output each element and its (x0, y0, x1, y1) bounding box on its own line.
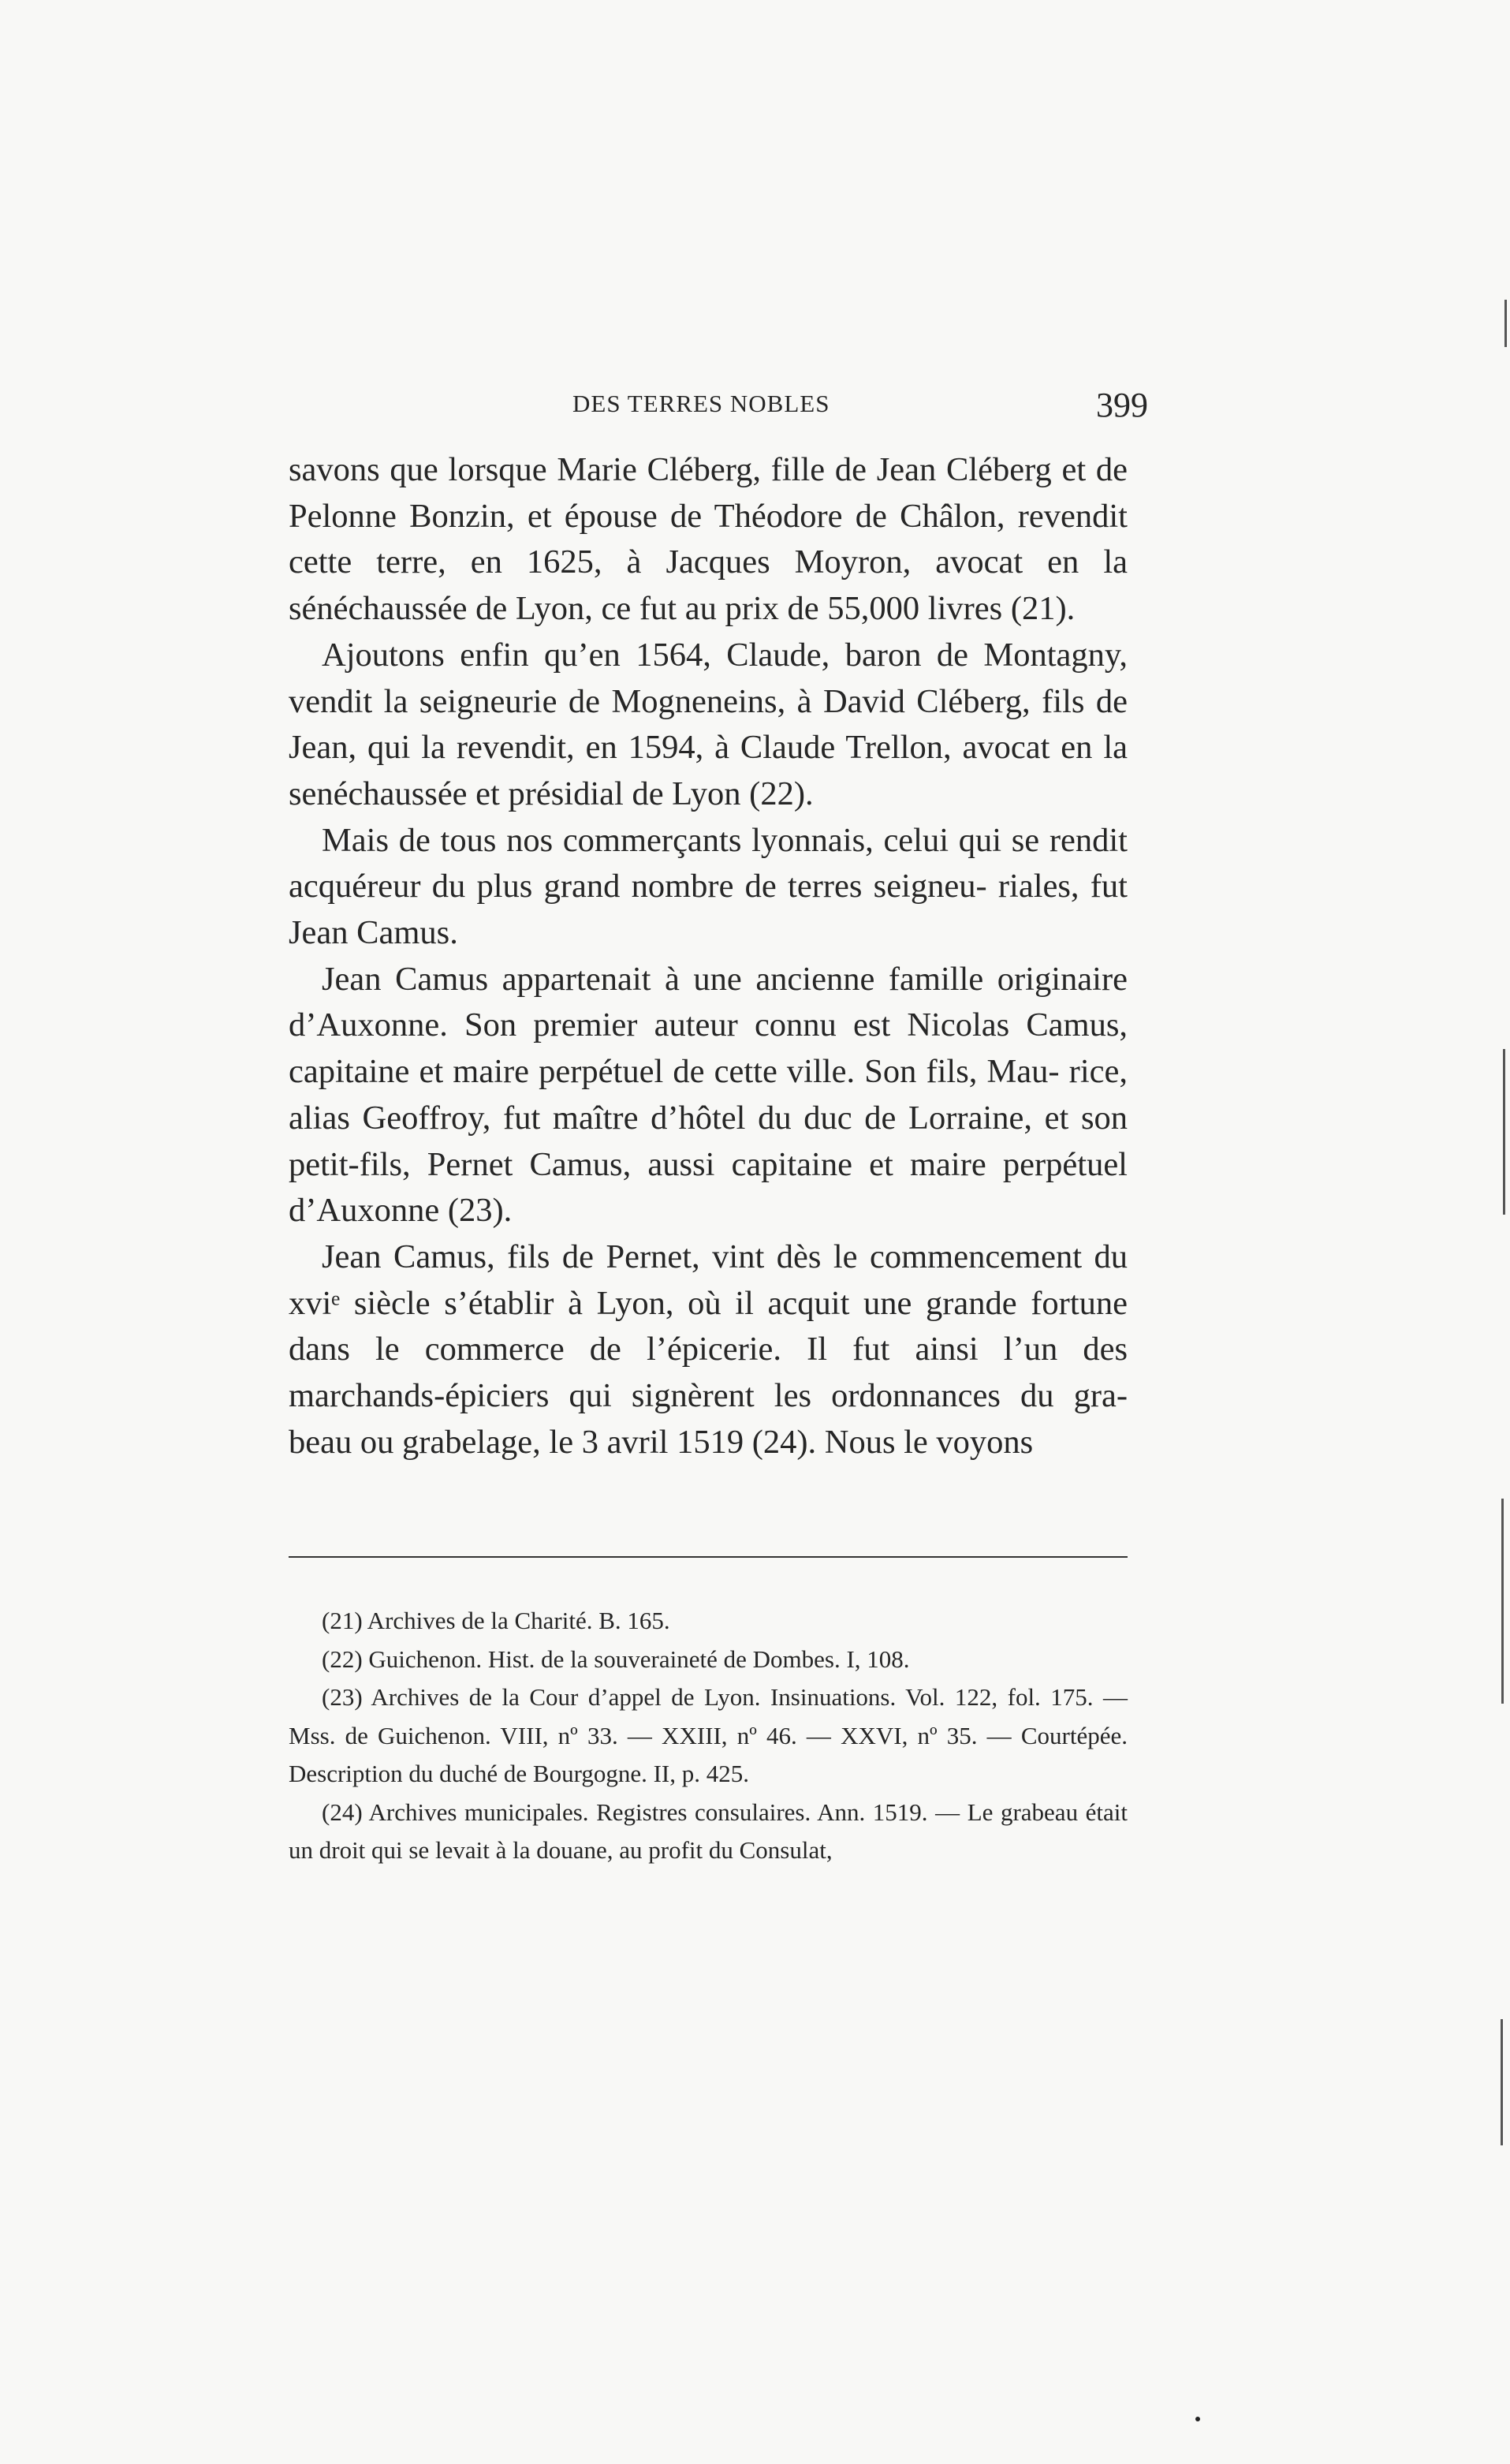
scan-edge-line (1501, 2019, 1503, 2145)
running-title: DES TERRES NOBLES (572, 390, 830, 417)
running-header (289, 385, 1148, 432)
page-number: 399 (1096, 386, 1148, 424)
footnotes (289, 1602, 1128, 1870)
scan-edge-line (1503, 1049, 1505, 1215)
scan-edge-line (1504, 300, 1507, 347)
footnote: (24) Archives municipales. Registres consulaires. Ann. 1519. — Le grabeau était un droit qui se levait à la douane, au profit du Consulat, (289, 1798, 1128, 1864)
footnote: (21) Archives de la Charité. B. 165. (322, 1607, 670, 1634)
paragraph: Ajoutons enfin qu’en 1564, Claude, baron de Montagny, vendit la seigneurie de Mogneneins, à David Cléberg, fils de Jean, qui la revendit, en 1594, à Claude Trellon, avocat en la senéchaussée et présidial de Lyon (22). (289, 636, 1128, 812)
footnote: (23) Archives de la Cour d’appel de Lyon. Insinuations. Vol. 122, fol. 175. — Mss. de Guichenon. VIII, nº 33. — XXIII, nº 46. — XXVI, nº 35. — Courtépée. Description du duché de Bourgogne. II, p. 425. (289, 1683, 1128, 1787)
footnote-separator (289, 1556, 1128, 1558)
paragraph: Mais de tous nos commerçants lyonnais, celui qui se rendit acquéreur du plus grand nombre de terres seigneu- riales, fut Jean Camus. (289, 821, 1128, 952)
footnote: (22) Guichenon. Hist. de la souveraineté de Dombes. I, 108. (322, 1645, 910, 1673)
paragraph: savons que lorsque Marie Cléberg, fille de Jean Cléberg et de Pelonne Bonzin, et épouse de Théodore de Châlon, revendit cette terre, en 1625, à Jacques Moyron, avocat en la sénéchaussée de Lyon, ce fut au prix de 55,000 livres (21). (289, 451, 1128, 628)
paragraph: Jean Camus appartenait à une ancienne famille originaire d’Auxonne. Son premier auteur connu est Nicolas Camus, capitaine et maire perpétuel de cette ville. Son fils, Mau- rice, alias Geoffroy, fut maître d’hôtel du duc de Lorraine, et son petit-fils, Pernet Camus, aussi capitaine et maire perpétuel d’Auxonne (23). (289, 960, 1128, 1230)
scan-edge-line (1501, 1499, 1504, 1704)
paragraph: Jean Camus, fils de Pernet, vint dès le commencement du xviᵉ siècle s’établir à Lyon, où il acquit une grande fortune dans le commerce de l’épicerie. Il fut ainsi l’un des marchands-épiciers qui signèrent les ordonnances du gra- beau ou grabelage, le 3 avril 1519 (24). Nous le voyons (289, 1238, 1128, 1461)
scan-speck (1195, 2417, 1200, 2421)
main-text (289, 447, 1128, 1465)
